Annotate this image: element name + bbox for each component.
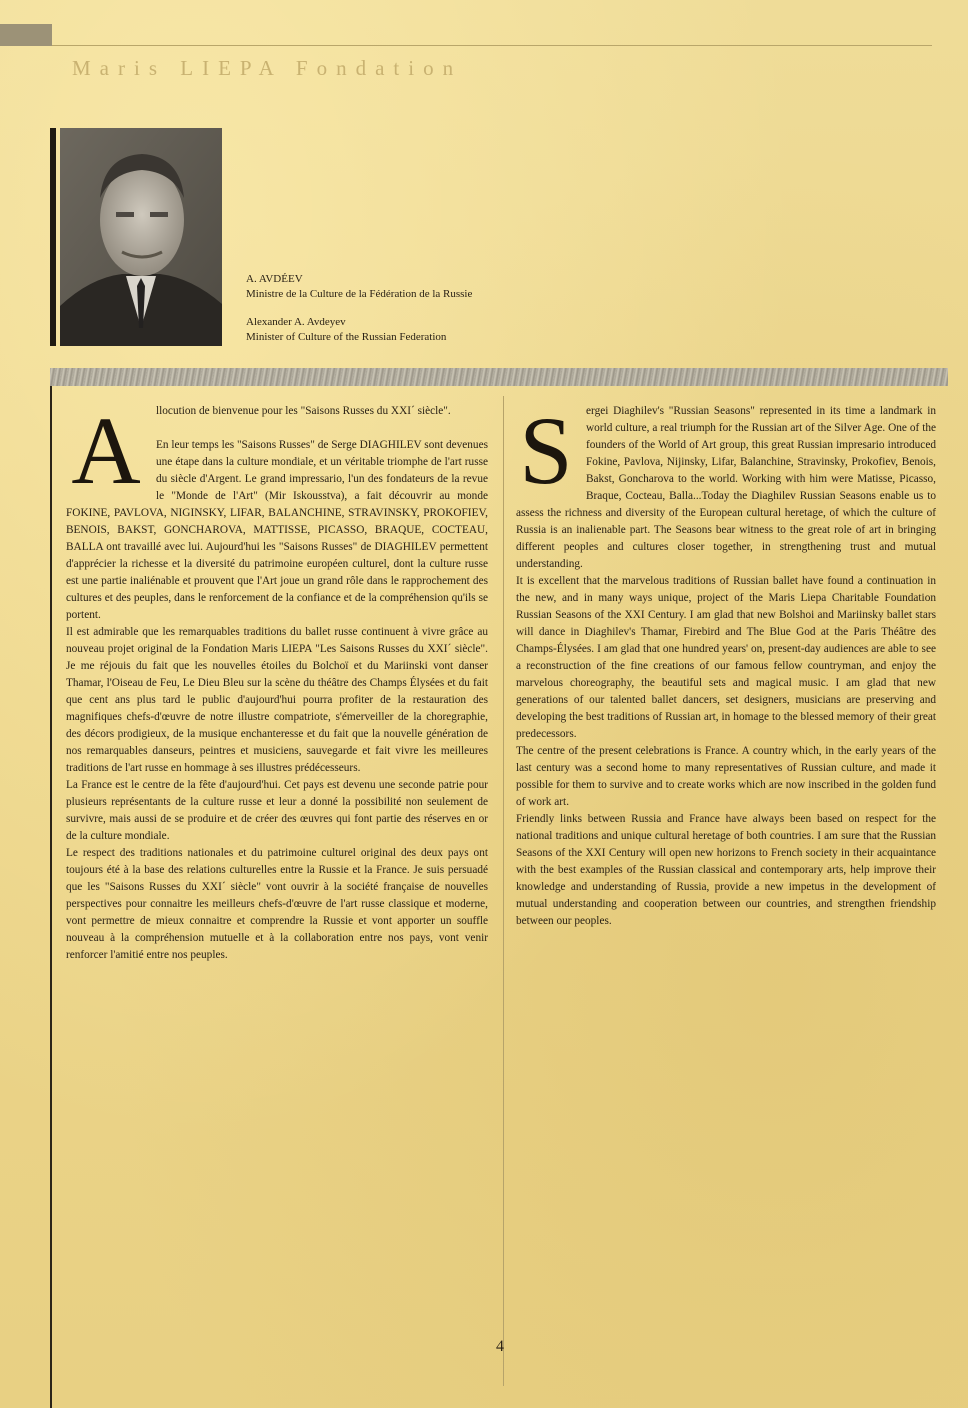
photo-accent-bar <box>50 128 56 346</box>
left-border-rule <box>50 386 52 1408</box>
top-rule <box>52 45 932 46</box>
column-divider <box>503 396 504 1386</box>
english-paragraph-4: Friendly links between Russia and France have always been based on respect for the national traditions and unique cultural heretage of both countries. I am sure that the Russian Seasons of the XXI Century will open new horizons to French society in their acquaintance with the best examples of the Russian classical and contemporary arts, help improve their knowledge and understanding of Russia, provide a new impetus in the development of mutual understanding and cooperation between our countries, and strengthen friendship between our peoples. <box>516 813 936 927</box>
french-paragraph-3: Il est admirable que les remarquables traditions du ballet russe continuent à vivre grâce au nouveau projet original de la Fondation Maris LIEPA "Les Saisons Russes du XXI´ siècle". Je me réjouis du fait que les nouvelles étoiles du Bolchoï et du Mariinski vont danser Thamar, l'Oiseau de Feu, Le Dieu Bleu sur la scène du théâtre des Champs Élysées et du fait que cent ans plus tard le public d'aujourd'hui pourra profiter de la restauration des magnifiques chefs-d'œuvre de notre illustre compatriote, s'émerveiller de la choregraphie, des décors prodigieux, de la musique enchanteresse et du fait que la nouvelle génération de nos remarquables danseurs, peintres et musiciens, sauvegarde et fait vivre les meilleures traditions de l'art russe en hommage à ses illustres prédécesseurs. <box>66 626 488 774</box>
portrait-photo <box>60 128 222 346</box>
english-paragraph-3: The centre of the present celebrations is France. A country which, in the early years of the last century was a second home to many representatives of Russian culture, and made it possible for them to survive and to create works which are now inscribed in the golden fund of work art. <box>516 745 936 808</box>
french-paragraph-5: Le respect des traditions nationales et du patrimoine culturel original des deux pays ont toujours été à la base des relations culturelles entre la Russie et la France. Je suis persuadé que les "Saisons Russes du XXI´ siècle" vont ouvrir à la société française de nouvelles perspectives pour connaitre les meilleurs chefs-d'œuvre de l'art russe classique et moderne, vont permettre de mieux connaitre et comprendre la Russie et vont apporter un souffle nouveau à la compréhension mutuelle et à la collaboration entre nos pays, vont venir renforcer l'amitié entre nos peuples. <box>66 847 488 961</box>
decorative-band <box>50 368 948 386</box>
caption-fr-title: Ministre de la Culture de la Fédération de la Russie <box>246 287 473 300</box>
portrait-caption <box>246 272 472 344</box>
portrait-icon <box>60 128 222 346</box>
french-paragraph-4: La France est le centre de la fête d'aujourd'hui. Cet pays est devenu une seconde patrie pour plusieurs représentants de la culture russe et leur a donné la possibilité non seulement de survivre, mais aussi de se produire et de créer des œuvres qui font partie des réserves en or de la culture mondiale. <box>66 779 488 842</box>
english-column <box>516 397 936 930</box>
caption-en-name: Alexander A. Avdeyev <box>246 316 346 328</box>
english-paragraph-1: ergei Diaghilev's "Russian Seasons" represented in its time a landmark in world culture, a real triumph for the Russian art of the Silver Age. One of the founders of the World of Art group, this great Russian impresario introduced Fokine, Pavlova, Nijinsky, Lifar, Balanchine, Stravinsky, Prokofiev, Benois, Bakst, Goncharova to the world. Working with him were Matisse, Picasso, Braque, Cocteau, Balla...Today the Diaghilev Russian Seasons enable us to assess the richness and diversity of the European cultural heretage, of which the culture of Russia is an inalienable part. The Seasons bear witness to the great role of art in bringing different peoples and cultures closer together, in strengthening trust and mutual understanding. <box>516 405 936 570</box>
french-paragraph-2: En leur temps les "Saisons Russes" de Serge DIAGHILEV sont devenues une étape dans la culture mondiale, et un véritable triomphe de l'art russe du siècle d'Argent. Le grand impressario, l'un des fondateurs de la revue le "Monde de l'Art" (Mir Iskousstva), a fait découvrir au monde FOKINE, PAVLOVA, NIGINSKY, LIFAR, BALANCHINE, STRAVINSKY, PROKOFIEV, BENOIS, BAKST, GONCHAROVA, MATTISSE, PICASSO, BRAQUE, COCTEAU, BALLA ont travaillé avec lui. Aujourd'hui les "Saisons Russes" de DIAGHILEV permettent d'apprécier la richesse et la diversité du patrimoine européen culturel, dont la culture russe est une partie inaliénable et prouvent que l'Art joue un grand rôle dans le rapprochement des cultures et des peuples, dans le renforcement de la confiance et de la compréhension qu'ils se portent. <box>66 439 488 621</box>
english-paragraph-2: It is excellent that the marvelous traditions of Russian ballet have found a continuation in the new, and in many ways unique, project of the Maris Liepa Charitable Foundation Russian Seasons of the XXI Century. I am glad that new Bolshoi and Mariinsky ballet stars will dance in Diaghilev's Thamar, Firebird and The Blue God at the Paris Théâtre des Champs-Élysées. I am glad that one hundred years' on, present-day audiences are able to see a reconstruction of the fine creations of our famous fellow countryman, and enjoy the marvelous choreography, the beautiful sets and magical music. I am glad that new generations of our talented ballet dancers, set designers, musicians are preserving and developing the best traditions of Russian art, in homage to the blessed memory of their great predecessors. <box>516 575 936 740</box>
page-number: 4 <box>496 1338 504 1355</box>
english-dropcap: S <box>519 397 573 504</box>
foundation-header: Maris LIEPA Fondation <box>72 56 463 80</box>
caption-fr-name: A. AVDÉEV <box>246 273 303 285</box>
french-dropcap: A <box>71 397 141 504</box>
caption-en-title: Minister of Culture of the Russian Federation <box>246 330 447 343</box>
french-column <box>66 397 488 964</box>
corner-tab <box>0 24 52 46</box>
french-paragraph-1: llocution de bienvenue pour les "Saisons Russes du XXI´ siècle". <box>156 405 451 417</box>
